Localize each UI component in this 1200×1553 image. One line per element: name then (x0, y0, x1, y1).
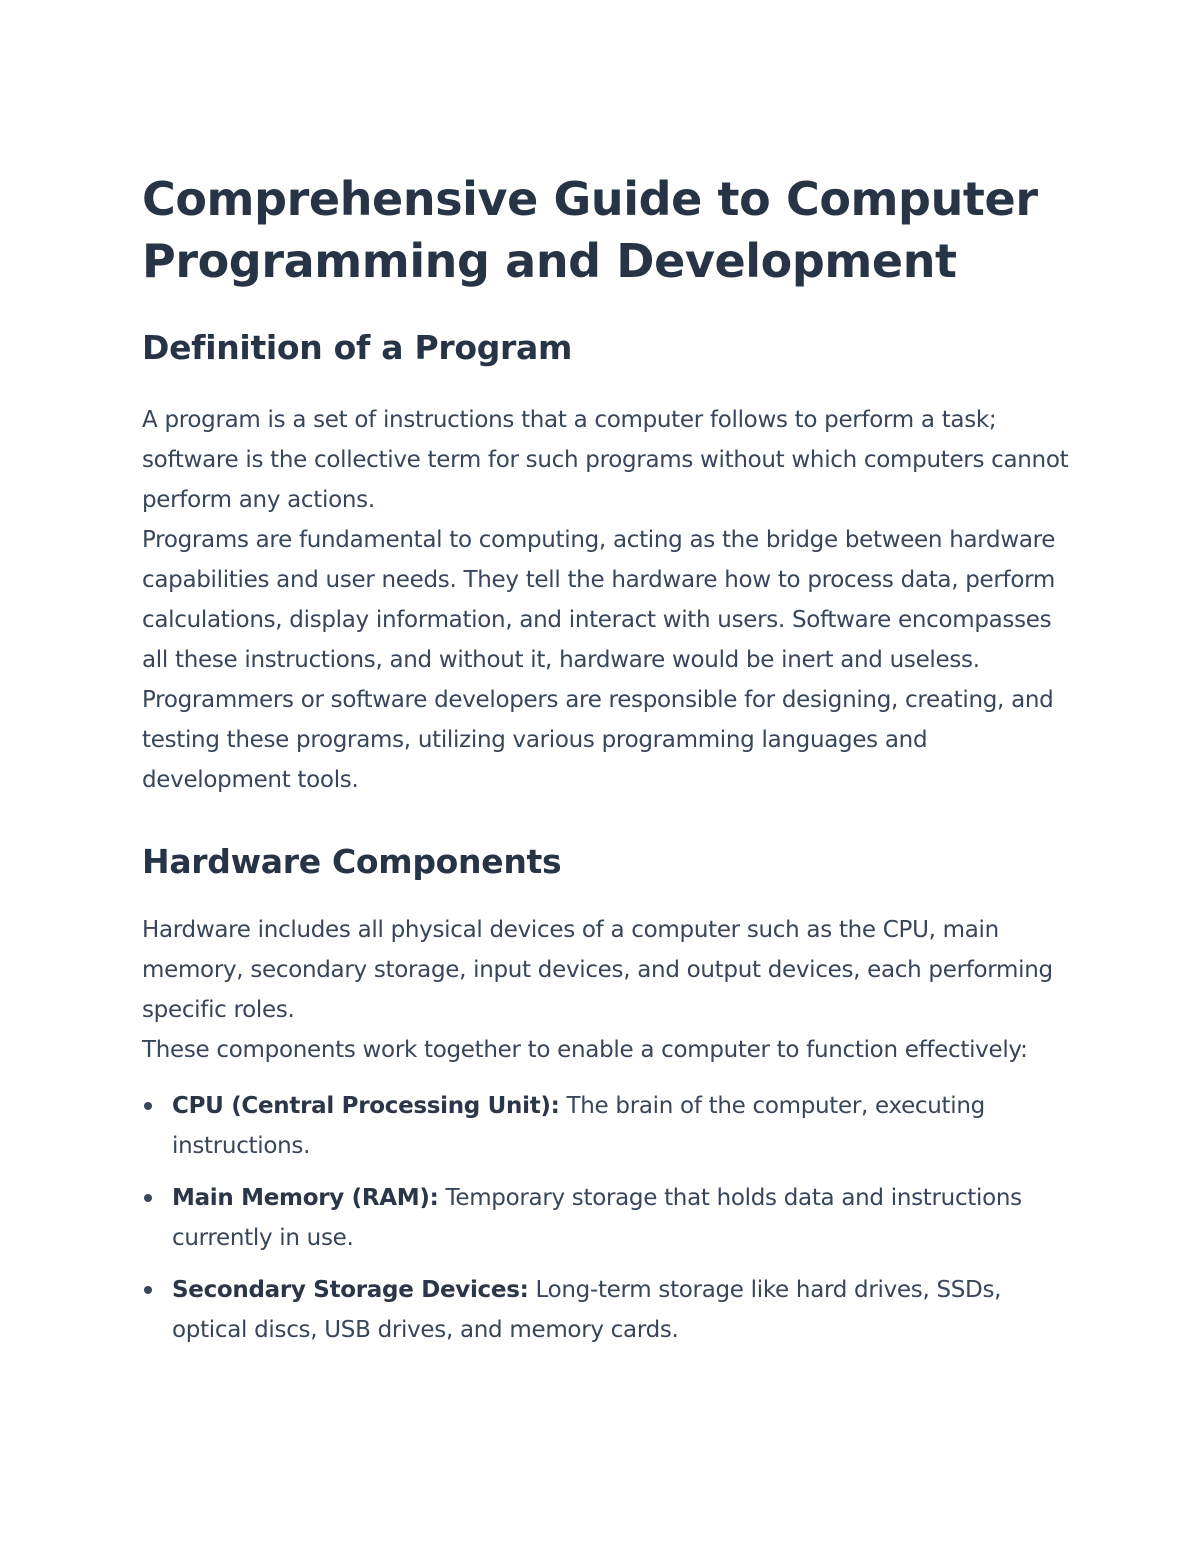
paragraph: Programs are fundamental to computing, acting as the bridge between hardware capabilities and user needs. They tell the hardware how to process data, perform calculations, display information, and interact with users. Software encompasses all these instructions, and without it, hardware would be inert and useless. Programmers or software developers are responsible for designing, creating, and testing these programs, utilizing various programming languages and development tools. (142, 527, 1056, 793)
section-hardware-components (142, 842, 1070, 1350)
list-item-term: CPU (Central Processing Unit): (172, 1093, 560, 1119)
title-line-2: Programming and Development (142, 234, 957, 288)
section-heading: Definition of a Program (142, 328, 573, 367)
list-item (142, 1178, 1070, 1258)
section-body (142, 400, 1070, 800)
paragraph: These components work together to enable a computer to function effectively: (142, 1037, 1028, 1063)
paragraph: Hardware includes all physical devices of a computer such as the CPU, main memory, secondary storage, input devices, and output devices, each performing specific roles. (142, 917, 1053, 1023)
section-heading: Hardware Components (142, 842, 562, 881)
list-item-description: Long-term storage like hard drives, SSDs, optical discs, USB drives, and memory cards. (172, 1277, 1002, 1343)
hardware-components-list (142, 1086, 1070, 1350)
section-body (142, 910, 1070, 1070)
document-title (142, 168, 1070, 292)
bullet-icon (144, 1194, 152, 1202)
list-item-term: Main Memory (RAM): (172, 1185, 439, 1211)
title-line-1: Comprehensive Guide to Computer (142, 172, 1038, 226)
list-item (142, 1086, 1070, 1166)
list-item (142, 1270, 1070, 1350)
list-item-description: The brain of the computer, executing instructions. (172, 1093, 985, 1159)
section-definition-of-program (142, 328, 1070, 800)
paragraph: A program is a set of instructions that a computer follows to perform a task; software is the collective term for such programs without which computers cannot perform any actions. (142, 407, 1069, 513)
bullet-icon (144, 1286, 152, 1294)
list-item-term: Secondary Storage Devices: (172, 1277, 529, 1303)
list-item-description: Temporary storage that holds data and instructions currently in use. (172, 1185, 1022, 1251)
bullet-icon (144, 1102, 152, 1110)
